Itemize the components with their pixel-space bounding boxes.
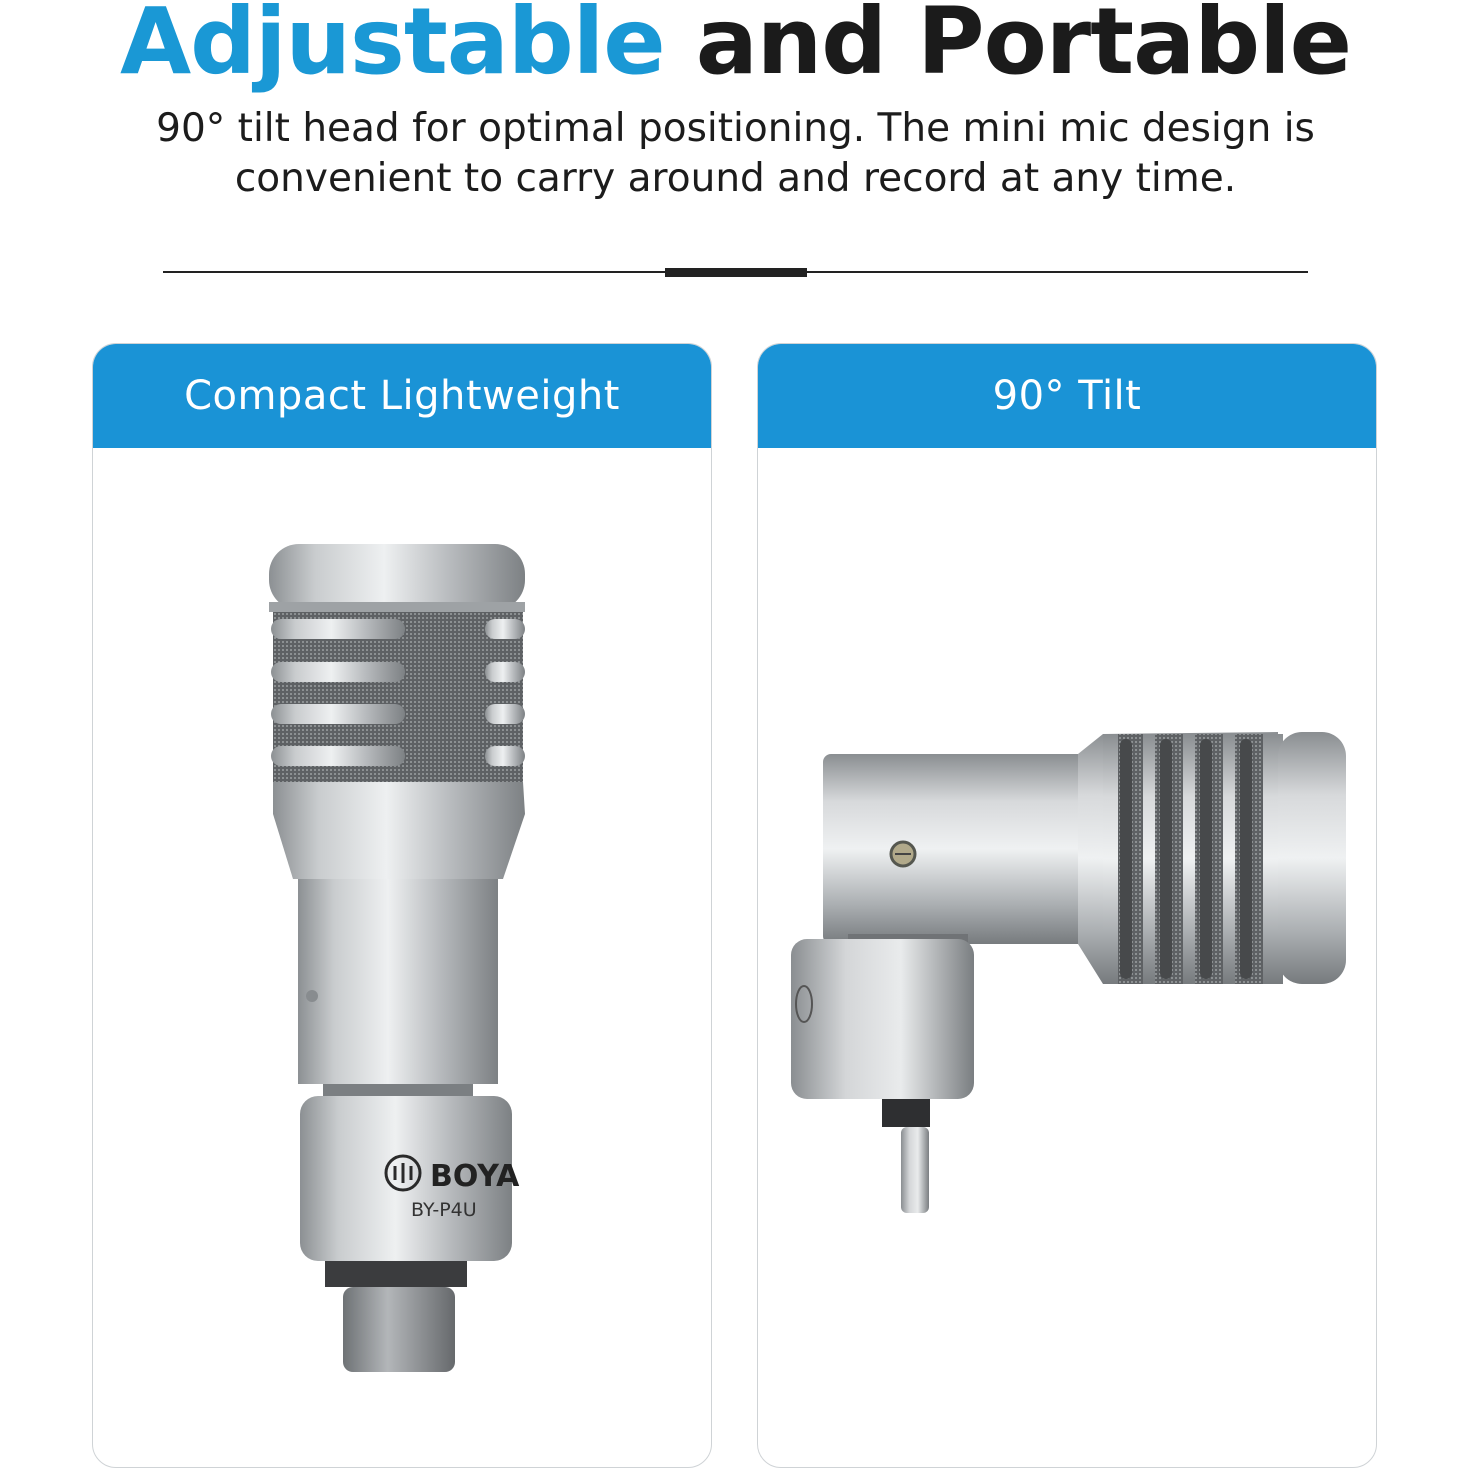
divider-accent: [665, 268, 807, 277]
page-subtitle: 90° tilt head for optimal positioning. The mini mic design is convenient to carry around and record at any time.: [156, 106, 1315, 201]
headline-rest: and Portable: [695, 0, 1352, 95]
card-90-tilt: [757, 343, 1377, 1468]
tilted-microphone-image: [758, 344, 1377, 1468]
upright-microphone-image: [93, 344, 712, 1468]
card-title: Compact Lightweight: [93, 344, 711, 448]
page-headline: [0, 0, 1471, 95]
card-title: 90° Tilt: [758, 344, 1376, 448]
model-label: BY-P4U: [411, 1199, 477, 1221]
brand-label: BOYA: [430, 1159, 520, 1194]
card-compact-lightweight: [92, 343, 712, 1468]
headline-accent: Adjustable: [119, 0, 665, 95]
